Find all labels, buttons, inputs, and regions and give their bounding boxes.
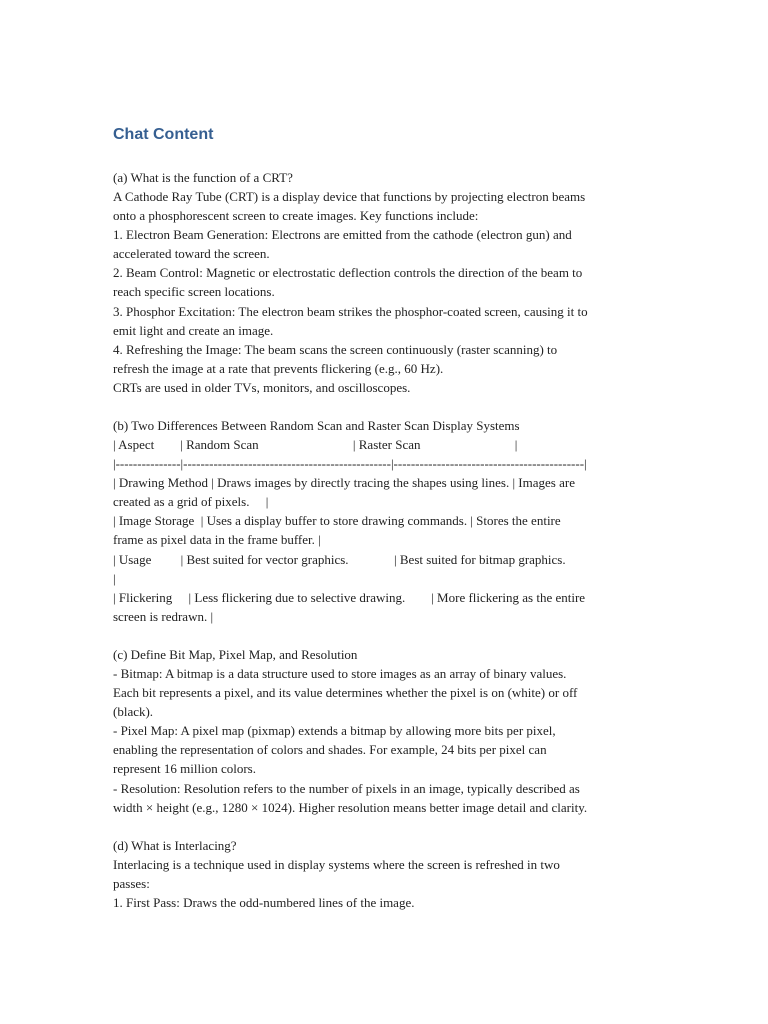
- document-body: [113, 168, 713, 912]
- text-line: represent 16 million colors.: [113, 761, 256, 777]
- text-line: emit light and create an image.: [113, 322, 274, 338]
- text-line: 4. Refreshing the Image: The beam scans the screen continuously (raster scanning) to: [113, 341, 558, 357]
- blank-line: [113, 817, 713, 836]
- document-heading: Chat Content: [113, 126, 214, 143]
- text-line: A Cathode Ray Tube (CRT) is a display device that functions by projecting electron beams: [113, 189, 586, 205]
- text-line: (black).: [113, 704, 154, 720]
- text-line: (b) Two Differences Between Random Scan and Raster Scan Display Systems: [113, 418, 520, 434]
- text-line: - Bitmap: A bitmap is a data structure used to store images as an array of binary values.: [113, 666, 567, 682]
- text-line: (d) What is Interlacing?: [113, 837, 237, 853]
- text-line: created as a grid of pixels. |: [113, 494, 269, 510]
- text-line: passes:: [113, 875, 150, 891]
- text-line: Interlacing is a technique used in display systems where the screen is refreshed in two: [113, 856, 560, 872]
- text-line: | Aspect | Random Scan | Raster Scan |: [113, 437, 518, 453]
- text-line: CRTs are used in older TVs, monitors, and oscilloscopes.: [113, 379, 411, 395]
- text-line: refresh the image at a rate that prevents flickering (e.g., 60 Hz).: [113, 360, 444, 376]
- text-line: |: [113, 570, 116, 586]
- text-line: (c) Define Bit Map, Pixel Map, and Resolution: [113, 646, 358, 662]
- blank-line: [113, 626, 713, 645]
- text-line: - Resolution: Resolution refers to the number of pixels in an image, typically described as: [113, 780, 580, 796]
- text-line: |---------------|------------------------------------------------|--------------------------------------------|: [113, 456, 587, 472]
- text-line: onto a phosphorescent screen to create images. Key functions include:: [113, 208, 479, 224]
- blank-line: [113, 397, 713, 416]
- text-line: | Image Storage | Uses a display buffer to store drawing commands. | Stores the entire: [113, 513, 561, 529]
- text-line: reach specific screen locations.: [113, 284, 275, 300]
- text-line: Each bit represents a pixel, and its value determines whether the pixel is on (white) or off: [113, 685, 578, 701]
- text-line: - Pixel Map: A pixel map (pixmap) extends a bitmap by allowing more bits per pixel,: [113, 723, 556, 739]
- text-line: | Flickering | Less flickering due to selective drawing. | More flickering as the entire: [113, 589, 586, 605]
- text-line: (a) What is the function of a CRT?: [113, 170, 293, 185]
- text-line: | Drawing Method | Draws images by directly tracing the shapes using lines. | Images are: [113, 475, 575, 491]
- text-line: 2. Beam Control: Magnetic or electrostatic deflection controls the direction of the beam to: [113, 265, 583, 281]
- text-line: 1. First Pass: Draws the odd-numbered lines of the image.: [113, 894, 415, 910]
- text-line: frame as pixel data in the frame buffer. |: [113, 532, 321, 548]
- text-line: width × height (e.g., 1280 × 1024). Higher resolution means better image detail and clarity.: [113, 799, 588, 815]
- text-line: 1. Electron Beam Generation: Electrons are emitted from the cathode (electron gun) and: [113, 227, 572, 243]
- text-line: | Usage | Best suited for vector graphics. | Best suited for bitmap graphics.: [113, 551, 566, 567]
- text-line: 3. Phosphor Excitation: The electron beam strikes the phosphor-coated screen, causing it to: [113, 303, 588, 319]
- text-line: screen is redrawn. |: [113, 608, 214, 624]
- text-line: enabling the representation of colors and shades. For example, 24 bits per pixel can: [113, 742, 547, 758]
- text-line: accelerated toward the screen.: [113, 246, 270, 262]
